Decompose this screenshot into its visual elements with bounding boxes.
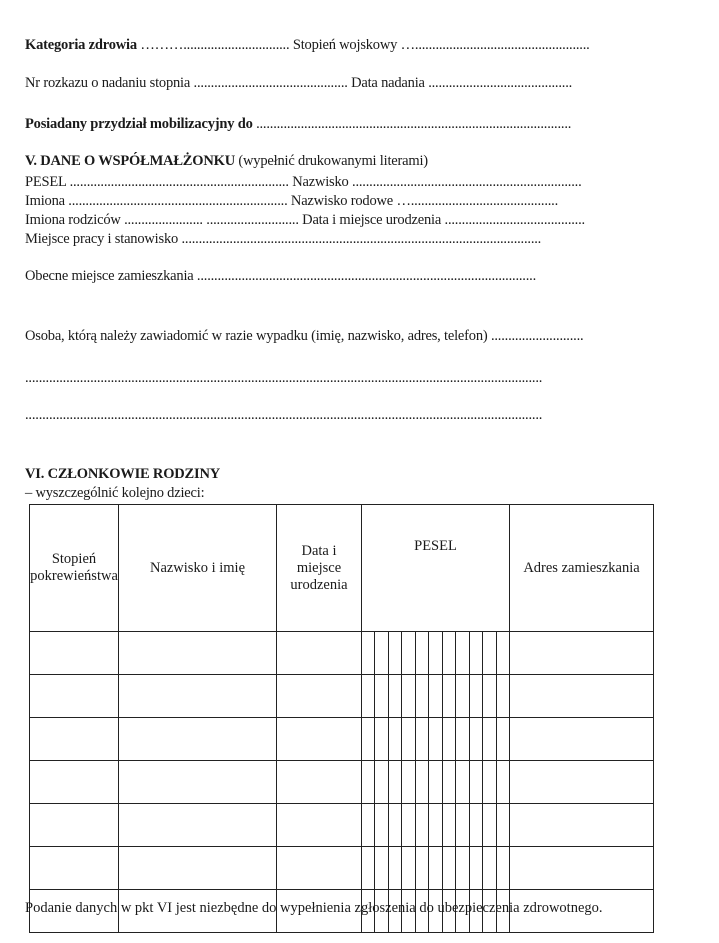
pesel-digit-box[interactable] (428, 632, 441, 674)
pesel-cell (362, 761, 510, 804)
pesel-cell (362, 718, 510, 761)
header-pesel: PESEL (362, 505, 510, 632)
pesel-digit-box[interactable] (401, 718, 414, 760)
pesel-digit-box[interactable] (442, 761, 455, 803)
section-vi-subtitle: – wyszczególnić kolejno dzieci: (25, 485, 205, 501)
name-cell[interactable] (119, 847, 277, 890)
birth-cell[interactable] (277, 718, 362, 761)
pesel-digit-box[interactable] (362, 675, 374, 717)
pesel-digit-box[interactable] (455, 718, 468, 760)
pesel-digit-box[interactable] (415, 804, 428, 846)
pesel-digit-box[interactable] (401, 632, 414, 674)
pesel-digit-box[interactable] (455, 804, 468, 846)
pesel-digit-box[interactable] (362, 718, 374, 760)
pesel-digit-box[interactable] (415, 847, 428, 889)
birth-cell[interactable] (277, 761, 362, 804)
pesel-digit-box[interactable] (455, 761, 468, 803)
section-v-note: (wypełnić drukowanymi literami) (234, 153, 428, 169)
address-cell[interactable] (510, 675, 654, 718)
pesel-digit-box[interactable] (428, 847, 441, 889)
pesel-digit-box[interactable] (374, 847, 387, 889)
table-row (30, 804, 654, 847)
relationship-cell[interactable] (30, 675, 119, 718)
pesel-digit-box[interactable] (415, 632, 428, 674)
pesel-cell (362, 675, 510, 718)
mobilization-field: ............................................................................................ (252, 116, 572, 132)
pesel-digit-box[interactable] (455, 632, 468, 674)
pesel-digit-box[interactable] (374, 675, 387, 717)
birth-cell[interactable] (277, 804, 362, 847)
pesel-digit-box[interactable] (415, 718, 428, 760)
name-cell[interactable] (119, 675, 277, 718)
mobilization-label: Posiadany przydział mobilizacyjny do (25, 116, 253, 132)
pesel-digit-box[interactable] (388, 675, 401, 717)
pesel-digit-box[interactable] (442, 675, 455, 717)
header-relationship: Stopień pokrewieństwa (30, 505, 119, 632)
pesel-digit-box[interactable] (362, 804, 374, 846)
spouse-parents-line: Imiona rodziców ....................... ........................... Data i miejsce urodzenia ......................................... (25, 212, 585, 228)
pesel-digit-box[interactable] (469, 675, 482, 717)
pesel-digit-box[interactable] (415, 675, 428, 717)
health-category-line (25, 37, 590, 53)
spouse-pesel-line: PESEL ................................................................ Nazwisko ................................................................... (25, 174, 582, 190)
relationship-cell[interactable] (30, 632, 119, 675)
emergency-contact-line: Osoba, którą należy zawiadomić w razie wypadku (imię, nazwisko, adres, telefon) ........................... (25, 328, 584, 344)
pesel-digit-box[interactable] (388, 847, 401, 889)
pesel-digit-box[interactable] (482, 761, 495, 803)
header-address: Adres zamieszkania (510, 505, 654, 632)
pesel-digit-box[interactable] (469, 632, 482, 674)
pesel-digit-box[interactable] (388, 632, 401, 674)
header-name: Nazwisko i imię (119, 505, 277, 632)
table-row (30, 761, 654, 804)
pesel-digit-box[interactable] (496, 718, 509, 760)
health-category-label: Kategoria zdrowia (25, 37, 137, 53)
section-vi-title: VI. CZŁONKOWIE RODZINY (25, 466, 221, 482)
pesel-digit-box[interactable] (388, 804, 401, 846)
section-v-title: V. DANE O WSPÓŁMAŁŻONKU (25, 153, 235, 169)
table-row (30, 847, 654, 890)
pesel-digit-box[interactable] (496, 761, 509, 803)
pesel-cell (362, 804, 510, 847)
emergency-contact-continuation-2: ....................................................................................................................................................... (25, 407, 543, 423)
relationship-cell[interactable] (30, 847, 119, 890)
pesel-digit-box[interactable] (374, 632, 387, 674)
pesel-digit-box[interactable] (374, 804, 387, 846)
relationship-cell[interactable] (30, 761, 119, 804)
table-row (30, 718, 654, 761)
birth-cell[interactable] (277, 675, 362, 718)
relationship-cell[interactable] (30, 804, 119, 847)
name-cell[interactable] (119, 761, 277, 804)
pesel-digit-box[interactable] (362, 632, 374, 674)
name-cell[interactable] (119, 718, 277, 761)
pesel-digit-box[interactable] (482, 847, 495, 889)
pesel-digit-box[interactable] (442, 847, 455, 889)
pesel-digit-box[interactable] (428, 718, 441, 760)
pesel-digit-box[interactable] (496, 847, 509, 889)
pesel-digit-box[interactable] (401, 804, 414, 846)
birth-cell[interactable] (277, 632, 362, 675)
pesel-digit-box[interactable] (482, 804, 495, 846)
emergency-contact-continuation-1: ....................................................................................................................................................... (25, 370, 543, 386)
pesel-digit-box[interactable] (428, 675, 441, 717)
table-row (30, 632, 654, 675)
pesel-digit-box[interactable] (442, 632, 455, 674)
pesel-digit-box[interactable] (455, 675, 468, 717)
footer-note: Podanie danych w pkt VI jest niezbędne do wypełnienia zgłoszenia do ubezpieczenia zdrowotnego. (25, 900, 603, 916)
table-header-row (30, 505, 654, 632)
pesel-digit-box[interactable] (401, 761, 414, 803)
birth-cell[interactable] (277, 847, 362, 890)
family-members-table (29, 504, 654, 933)
pesel-digit-box[interactable] (482, 632, 495, 674)
name-cell[interactable] (119, 632, 277, 675)
pesel-digit-box[interactable] (362, 847, 374, 889)
pesel-digit-box[interactable] (388, 761, 401, 803)
pesel-digit-box[interactable] (442, 804, 455, 846)
name-cell[interactable] (119, 804, 277, 847)
pesel-digit-box[interactable] (496, 675, 509, 717)
rank-order-line: Nr rozkazu o nadaniu stopnia ............................................. Data nadania .......................................... (25, 75, 573, 91)
pesel-digit-box[interactable] (469, 718, 482, 760)
pesel-digit-box[interactable] (428, 804, 441, 846)
spouse-address-line: Obecne miejsce zamieszkania ................................................................................................... (25, 268, 537, 284)
pesel-digit-box[interactable] (496, 632, 509, 674)
pesel-digit-box[interactable] (469, 761, 482, 803)
address-cell[interactable] (510, 847, 654, 890)
pesel-digit-box[interactable] (401, 847, 414, 889)
pesel-digit-box[interactable] (496, 804, 509, 846)
address-cell[interactable] (510, 804, 654, 847)
pesel-digit-box[interactable] (374, 718, 387, 760)
pesel-digit-box[interactable] (469, 804, 482, 846)
pesel-cell (362, 632, 510, 675)
spouse-names-line: Imiona ................................................................ Nazwisko rodowe …........................................... (25, 193, 559, 209)
pesel-digit-box[interactable] (469, 847, 482, 889)
relationship-cell[interactable] (30, 718, 119, 761)
address-cell[interactable] (510, 718, 654, 761)
pesel-digit-box[interactable] (442, 718, 455, 760)
header-birth: Data i miejsce urodzenia (277, 505, 362, 632)
pesel-digit-box[interactable] (455, 847, 468, 889)
pesel-digit-box[interactable] (428, 761, 441, 803)
address-cell[interactable] (510, 761, 654, 804)
pesel-digit-box[interactable] (482, 718, 495, 760)
pesel-digit-box[interactable] (401, 675, 414, 717)
pesel-digit-box[interactable] (415, 761, 428, 803)
pesel-digit-box[interactable] (388, 718, 401, 760)
address-cell[interactable] (510, 632, 654, 675)
table-row (30, 675, 654, 718)
spouse-workplace-line: Miejsce pracy i stanowisko ......................................................................................................... (25, 231, 542, 247)
military-rank-field: ………............................... Stopień wojskowy …................................................... (136, 37, 590, 53)
pesel-digit-box[interactable] (482, 675, 495, 717)
pesel-digit-box[interactable] (362, 761, 374, 803)
mobilization-line (25, 116, 571, 132)
pesel-digit-box[interactable] (374, 761, 387, 803)
pesel-cell (362, 847, 510, 890)
section-v-heading (25, 153, 428, 169)
